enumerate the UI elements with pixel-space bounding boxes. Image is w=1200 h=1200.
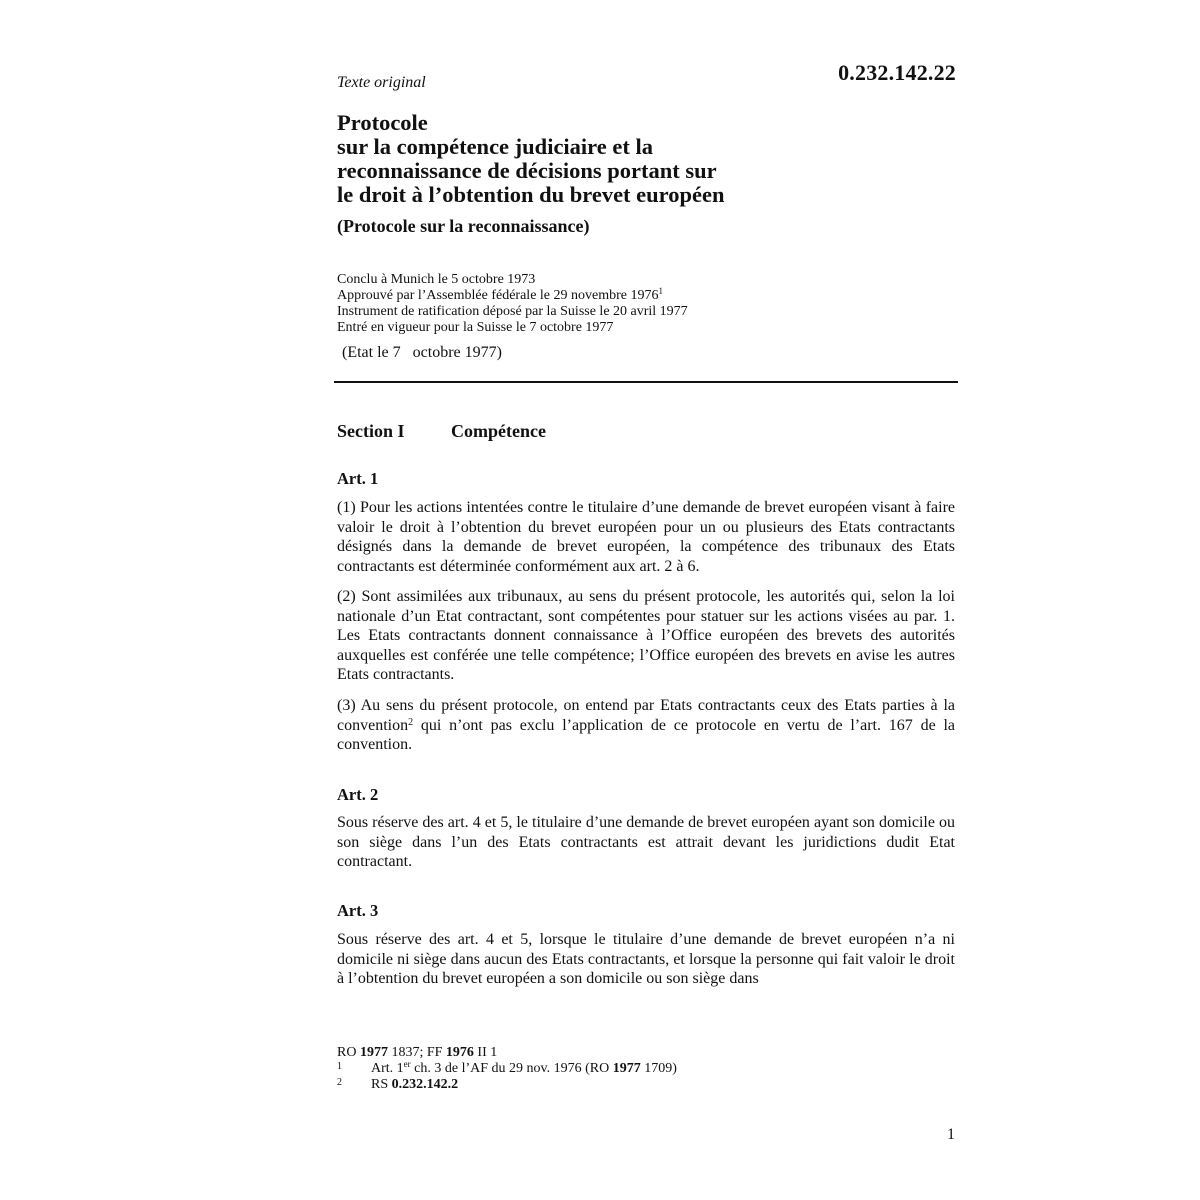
title-line: Protocole	[337, 110, 428, 135]
article-paragraph: (1) Pour les actions intentées contre le titulaire d’une demande de brevet européen visant à faire valoir le droit à l’obtention du brevet européen pour un ou plusieurs des Etats contractants désignés dans la demande de brevet européen, la compétence des tribunaux des Etats contractants est déterminée conformément aux art. 2 à 6.	[337, 499, 955, 575]
concluded-date: Conclu à Munich le 5 octobre 1973	[337, 272, 536, 287]
footnote-number: 1	[337, 1061, 342, 1072]
article-paragraph: Sous réserve des art. 4 et 5, le titulaire d’une demande de brevet européen ayant son domicile ou son siège dans l’un des Etats contractants est attrait devant les juridictions dudit Etat contractant.	[337, 814, 955, 870]
original-text-label: Texte original	[337, 74, 426, 91]
article-paragraph: Sous réserve des art. 4 et 5, lorsque le titulaire d’une demande de brevet européen n’a ni domicile ni siège dans aucun des Etats contractants, et lorsque la personne qui fait valoir le droit à l’obtention du brevet européen a son domicile ou son siège dans	[337, 931, 955, 987]
section-number: Section I	[337, 421, 405, 441]
short-title: (Protocole sur la reconnaissance)	[337, 216, 590, 236]
page-number: 1	[947, 1126, 955, 1143]
in-force-date: Entré en vigueur pour la Suisse le 7 octobre 1977	[337, 320, 614, 335]
article-paragraph: (2) Sont assimilées aux tribunaux, au sens du présent protocole, les autorités qui, selon la loi nationale d’un Etat contractant, sont compétentes pour statuer sur les actions visées au par. 1. Les Etats contractants donnent connaissance à l’Office européen des brevets des autorités auxquelles est conférée une telle compétence; l’Office européen des brevets en avise les autres Etats contractants.	[337, 588, 955, 683]
footnote-source: RO 1977 1837; FF 1976 II 1	[337, 1045, 498, 1060]
article-paragraph: (3) Au sens du présent protocole, on entend par Etats contractants ceux des Etats parties à la convention$^2$ qui n’ont pas exclu l’application de ce protocole en vertu de l’art. 167 de la convention.	[337, 697, 955, 753]
footnote-item: 1 Art. 1er ch. 3 de l’AF du 29 nov. 1976 (RO 1977 1709)	[337, 1059, 677, 1076]
footnotes	[337, 1045, 677, 1093]
approved-date: Approuvé par l’Assemblée fédérale le 29 novembre 1976$^1$	[337, 286, 663, 303]
sr-number: 0.232.142.22	[838, 60, 956, 85]
footnote-item: 2 RS 0.232.142.2	[337, 1077, 459, 1092]
dates-block	[337, 272, 688, 336]
section-heading	[337, 421, 546, 442]
state-date: (Etat le 7 octobre 1977)	[342, 344, 502, 361]
footnote-ref[interactable]: 2	[408, 716, 414, 728]
horizontal-rule	[334, 381, 958, 383]
title-line: sur la compétence judiciaire et la	[337, 134, 653, 159]
title-line: reconnaissance de décisions portant sur	[337, 158, 717, 183]
title-line: le droit à l’obtention du brevet européen	[337, 182, 725, 207]
footnote-number: 2	[337, 1077, 342, 1088]
section-title: Compétence	[451, 421, 546, 441]
article-title: Art. 3	[337, 901, 379, 920]
footnote-ref[interactable]: 1	[658, 286, 663, 296]
article-title: Art. 1	[337, 469, 379, 488]
article-title: Art. 2	[337, 785, 379, 804]
ratification-date: Instrument de ratification déposé par la Suisse le 20 avril 1977	[337, 304, 688, 319]
title-block	[337, 111, 957, 237]
